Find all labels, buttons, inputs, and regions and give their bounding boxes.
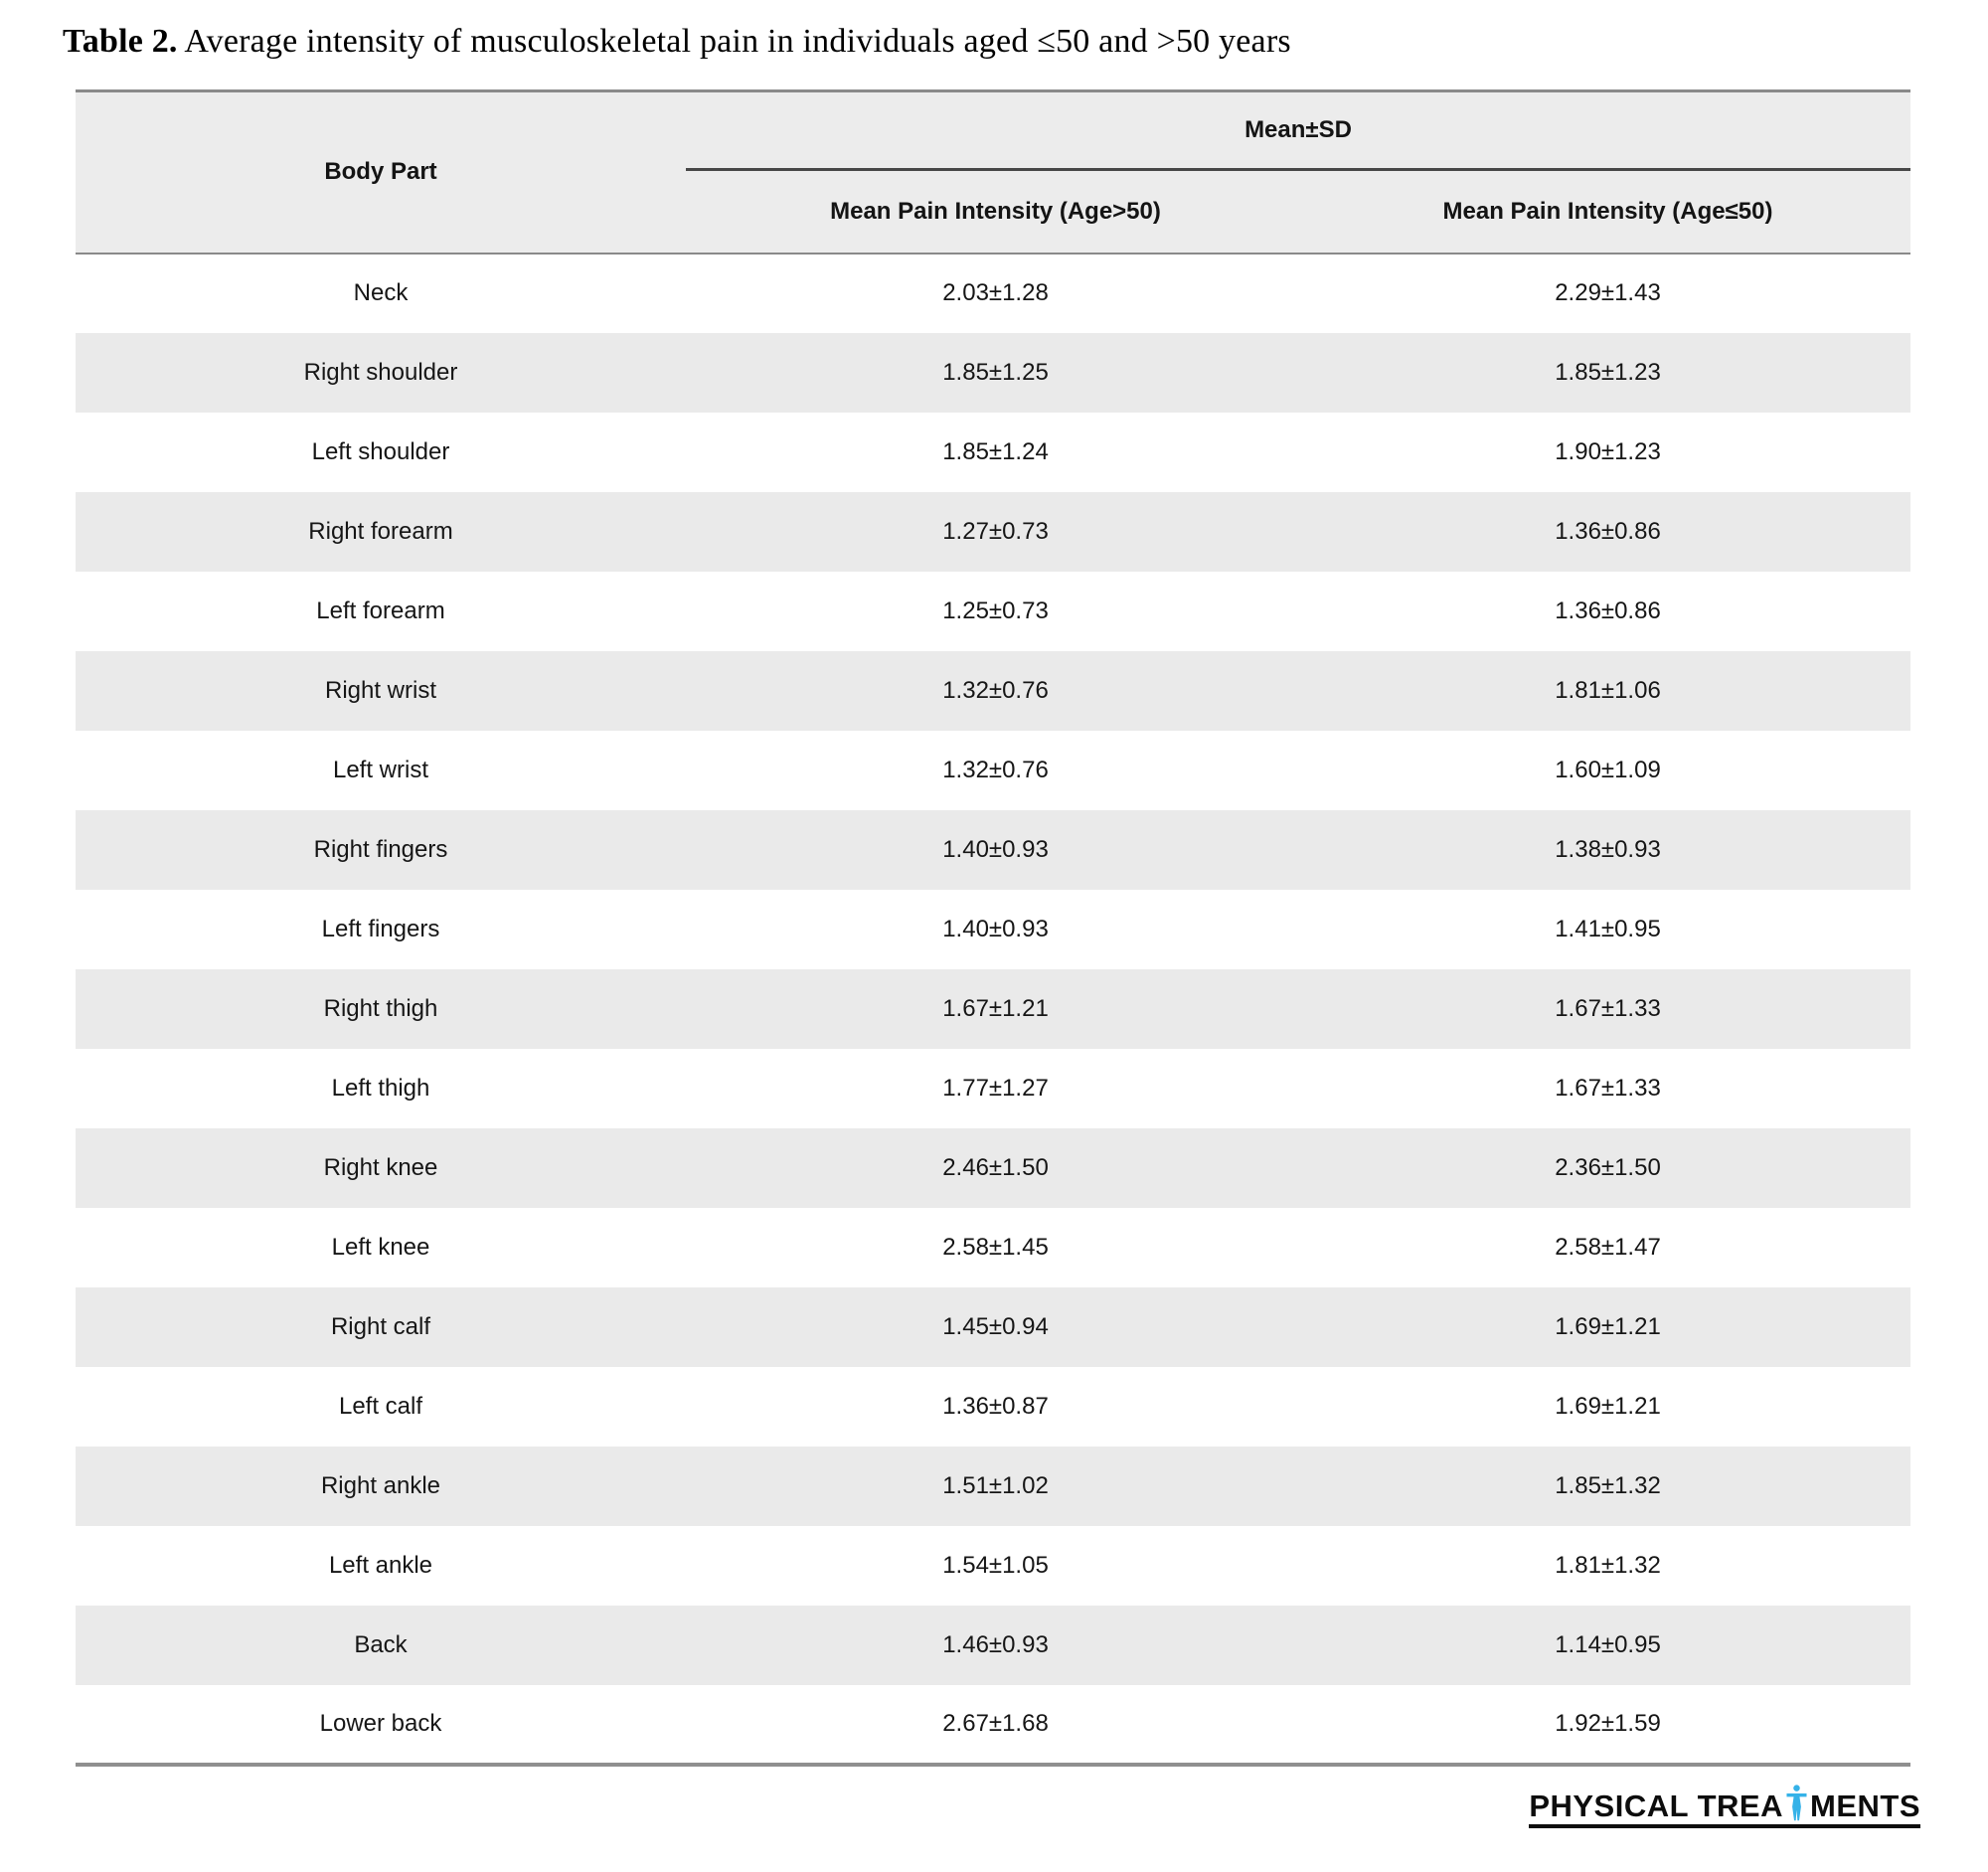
journal-logo-text-left: PHYSICAL TREA bbox=[1529, 1788, 1783, 1823]
table-row bbox=[76, 731, 1910, 810]
value-age-under-50: 1.69±1.21 bbox=[1555, 1392, 1661, 1420]
value-age-under-50: 1.85±1.23 bbox=[1305, 333, 1910, 413]
body-part-cell: Left knee bbox=[331, 1233, 430, 1261]
person-icon bbox=[1786, 1785, 1807, 1821]
table-row bbox=[76, 1447, 1910, 1526]
value-age-under-50: 2.29±1.43 bbox=[1555, 279, 1661, 306]
body-part-cell: Right ankle bbox=[76, 1447, 686, 1526]
journal-logo bbox=[1529, 1785, 1920, 1828]
table-title-label: Table 2. bbox=[63, 23, 178, 60]
table-row bbox=[76, 890, 1910, 969]
body-part-cell: Back bbox=[76, 1606, 686, 1685]
value-age-over-50: 1.77±1.27 bbox=[942, 1074, 1049, 1102]
value-age-over-50: 1.25±0.73 bbox=[942, 596, 1049, 624]
table-row bbox=[76, 969, 1910, 1049]
body-part-cell: Right forearm bbox=[76, 492, 686, 572]
value-age-under-50: 1.85±1.32 bbox=[1305, 1447, 1910, 1526]
table-row bbox=[76, 1367, 1910, 1447]
table-row bbox=[76, 333, 1910, 413]
header-age-over-50: Mean Pain Intensity (Age>50) bbox=[686, 170, 1305, 254]
body-part-cell: Lower back bbox=[319, 1709, 442, 1737]
value-age-over-50: 1.85±1.24 bbox=[942, 437, 1049, 465]
value-age-over-50: 2.67±1.68 bbox=[942, 1709, 1049, 1737]
body-part-cell: Right knee bbox=[76, 1128, 686, 1208]
header-mean-sd: Mean±SD bbox=[686, 91, 1910, 170]
value-age-under-50: 1.67±1.33 bbox=[1555, 1074, 1661, 1102]
value-age-over-50: 1.27±0.73 bbox=[686, 492, 1305, 572]
value-age-under-50: 2.58±1.47 bbox=[1555, 1233, 1661, 1261]
table-row bbox=[76, 810, 1910, 890]
header-body-part: Body Part bbox=[76, 91, 686, 254]
value-age-over-50: 1.67±1.21 bbox=[686, 969, 1305, 1049]
body-part-cell: Left fingers bbox=[321, 915, 440, 942]
value-age-over-50: 1.51±1.02 bbox=[686, 1447, 1305, 1526]
value-age-over-50: 1.32±0.76 bbox=[686, 651, 1305, 731]
value-age-under-50: 2.36±1.50 bbox=[1305, 1128, 1910, 1208]
value-age-over-50: 1.40±0.93 bbox=[942, 915, 1049, 942]
body-part-cell: Right fingers bbox=[76, 810, 686, 890]
table-row bbox=[76, 1287, 1910, 1367]
body-part-cell: Right calf bbox=[76, 1287, 686, 1367]
table-row bbox=[76, 492, 1910, 572]
value-age-over-50: 1.45±0.94 bbox=[686, 1287, 1305, 1367]
value-age-under-50: 1.81±1.06 bbox=[1305, 651, 1910, 731]
value-age-over-50: 2.46±1.50 bbox=[686, 1128, 1305, 1208]
value-age-over-50: 2.58±1.45 bbox=[942, 1233, 1049, 1261]
value-age-under-50: 1.90±1.23 bbox=[1555, 437, 1661, 465]
body-part-cell: Left thigh bbox=[331, 1074, 430, 1102]
table-row bbox=[76, 254, 1910, 333]
value-age-under-50: 1.14±0.95 bbox=[1305, 1606, 1910, 1685]
table-title bbox=[63, 22, 1291, 63]
value-age-under-50: 1.69±1.21 bbox=[1305, 1287, 1910, 1367]
table-header bbox=[76, 91, 1910, 254]
value-age-over-50: 1.54±1.05 bbox=[942, 1551, 1049, 1579]
body-part-cell: Left shoulder bbox=[311, 437, 450, 465]
table-row bbox=[76, 1526, 1910, 1606]
value-age-over-50: 1.46±0.93 bbox=[686, 1606, 1305, 1685]
body-part-cell: Right thigh bbox=[76, 969, 686, 1049]
value-age-under-50: 1.36±0.86 bbox=[1305, 492, 1910, 572]
body-part-cell: Left forearm bbox=[316, 596, 445, 624]
journal-logo-text-right: MENTS bbox=[1810, 1788, 1920, 1823]
value-age-over-50: 1.36±0.87 bbox=[942, 1392, 1049, 1420]
body-part-cell: Right wrist bbox=[76, 651, 686, 731]
body-part-cell: Left calf bbox=[338, 1392, 423, 1420]
value-age-under-50: 1.92±1.59 bbox=[1555, 1709, 1661, 1737]
table-row bbox=[76, 413, 1910, 492]
value-age-under-50: 1.67±1.33 bbox=[1305, 969, 1910, 1049]
table-title-text: Average intensity of musculoskeletal pain in individuals aged ≤50 and >50 years bbox=[177, 23, 1291, 60]
table-row bbox=[76, 1685, 1910, 1765]
value-age-under-50: 1.41±0.95 bbox=[1555, 915, 1661, 942]
header-age-under-50: Mean Pain Intensity (Age≤50) bbox=[1305, 170, 1910, 254]
body-part-cell: Right shoulder bbox=[76, 333, 686, 413]
table-row bbox=[76, 1128, 1910, 1208]
value-age-under-50: 1.36±0.86 bbox=[1555, 596, 1661, 624]
body-part-cell: Left ankle bbox=[328, 1551, 433, 1579]
table-row bbox=[76, 1606, 1910, 1685]
table-body bbox=[76, 254, 1910, 1765]
pain-intensity-table bbox=[76, 89, 1910, 1767]
value-age-over-50: 1.85±1.25 bbox=[686, 333, 1305, 413]
value-age-under-50: 1.38±0.93 bbox=[1305, 810, 1910, 890]
table-row bbox=[76, 1208, 1910, 1287]
table-row bbox=[76, 572, 1910, 651]
value-age-under-50: 1.81±1.32 bbox=[1555, 1551, 1661, 1579]
body-part-cell: Left wrist bbox=[332, 756, 429, 783]
value-age-under-50: 1.60±1.09 bbox=[1555, 756, 1661, 783]
table-row bbox=[76, 651, 1910, 731]
table-row bbox=[76, 1049, 1910, 1128]
value-age-over-50: 1.32±0.76 bbox=[942, 756, 1049, 783]
value-age-over-50: 2.03±1.28 bbox=[942, 279, 1049, 306]
value-age-over-50: 1.40±0.93 bbox=[686, 810, 1305, 890]
body-part-cell: Neck bbox=[353, 279, 409, 306]
